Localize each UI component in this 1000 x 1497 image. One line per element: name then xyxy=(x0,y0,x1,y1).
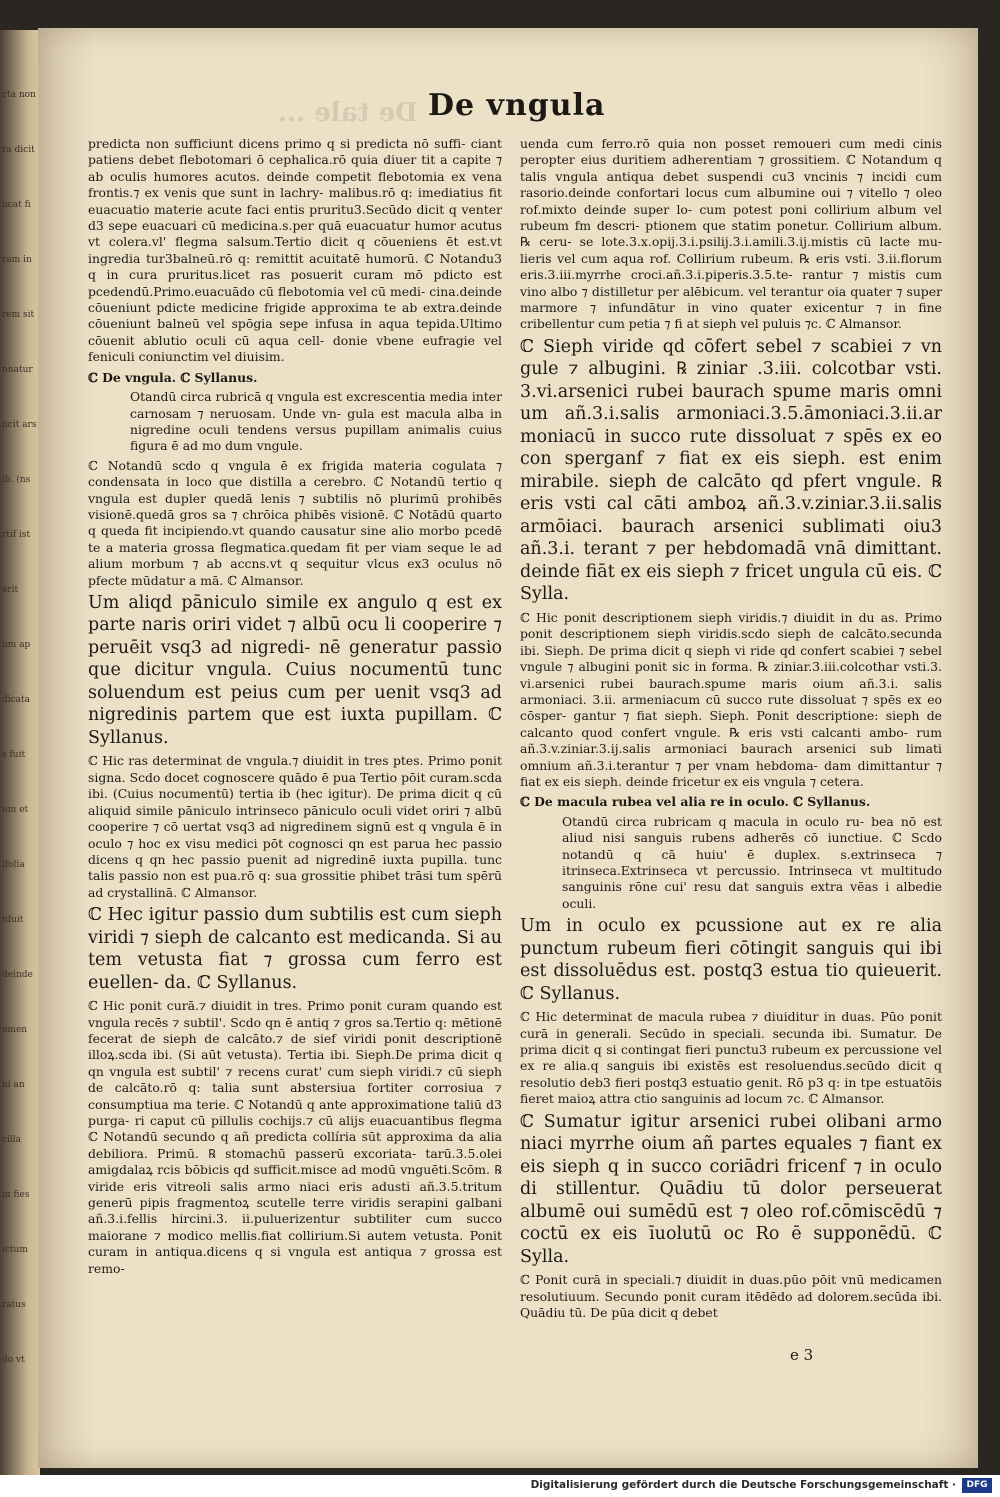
paragraph: predicta non sufficiunt dicens primo q si predicta nō suffi- ciant patiens debet flebotomari ō cephalica.rō quia diuer tit a capite ⁊ ab oculis humores acutos. deinde competit flebotomia ex vena frontis.⁊ ex venis que sunt in lachry- malibus.rō q: imediatius fit euacuatio materie acute faci entis pruritu3.Secūdo dicit q venter d3 sepe euacuari cū medicina.s.per quā euacuatur humor acutus vt colera.vl' flegma salsum.Tertio dicit q cōueniens ēt est.vt ingredia tur3balneū.rō q: remittit acuitatē humorū. ℂ Notandu3 q in cura pruritus.licet ras posuerit curam mō pdicto est pcedendū.Primo.euacuādo cū flebotomia vel cū medi- cina.deinde cōueniunt pdicte medicine frigide approxima te ab extra.deinde cōueniunt balneū vel spōgia sepe infusa in aqua tepida.Ultimo cōuenit ablutio oculi cū aqua cell- donie vbene eufragie vel feniculi coniunctim vel diuisim. xyxy=(88,136,502,365)
book-page xyxy=(38,28,978,1468)
margin-fragment: ictum xyxy=(2,1245,28,1255)
paragraph: Otandū circa rubricam q macula in oculo ru- bea nō est aliud nisi sanguis rubens adherēs cō iunctiue. ℂ Scdo notandū q cā huiu' ē duplex. s.extrinseca ⁊ itrinseca.Extrinseca vt percussio. Intrinseca vt multitudo sanguinis rōne cui' resu dat sanguis extra vēas i albedie oculi. xyxy=(562,813,942,911)
margin-fragment: rtif ist xyxy=(2,530,31,540)
paragraph: ℂ Sieph viride qd cōfert sebel ⁊ scabiei ⁊ vn gule ⁊ albugini. ℞ ziniar .3.iii. colcotbar vsti. 3.vi.arsenici rubei baurach spume maris omni um añ.3.i.salis armoniaci.3.5.āmoniaci.3.ii.ar moniacū in succo rute dissoluat ⁊ spēs ex eo con sperganf ⁊ fiat ex eis sieph. est enim mirabile. sieph de calcāto qd pfert vngule. ℞ eris vsti cal cāti amboꝝ añ.3.v.ziniar.3.ii.salis armōiaci. baurach arsenici sublimati oiu3 añ.3.i. terant ⁊ per hebdomadā vnā dimittant. deinde fiāt ex eis sieph ⁊ fricet ungula cū eis. ℂ Sylla. xyxy=(520,336,942,605)
margin-fragment: deinde xyxy=(2,970,33,980)
paragraph: uenda cum ferro.rō quia non posset remoueri cum medi cinis peropter eius duritiem adherentiam ⁊ grossitiem. ℂ Notandum q talis vngula antiqua debet suspendi cu3 vncinis ⁊ incidi cum rasorio.deinde confortari locus cum albumine oui ⁊ vitello ⁊ oleo rof.mixto deinde super lo- cum potest poni collirium album vel rubeum fm descri- ptionem que statim ponetur. Collirium album. ℞ ceru- se lote.3.x.opij.3.i.psilij.3.i.amili.3.ij.mistis cū lacte mu- lieris vel cum aqua rof. Collirium rubeum. ℞ eris vsti. 3.ii.florum eris.3.iii.myrrhe croci.añ.3.i.piperis.3.5.te- rantur ⁊ mistis cum vino albo ⁊ distilletur per alēbicum. vel terantur oia quater ⁊ super marmore ⁊ infundātur in vino quater exicentur ⁊ in fine cribellentur cum petia ⁊ fi at sieph vel puluis ⁊c. ℂ Almansor. xyxy=(520,136,942,332)
margin-fragment: nnatur xyxy=(2,365,33,375)
previous-page-edge xyxy=(0,30,40,1475)
margin-fragment: ucat fi xyxy=(2,200,31,210)
paragraph: ℂ Sumatur igitur arsenici rubei olibani armo niaci myrrhe oium añ partes equales ⁊ fiant ex eis sieph q in succo coriādri fricenf ⁊ in oculo di stillentur. Quādiu tū dolor perseuerat albumē oui sumēdū est ⁊ oleo rof.cōmiscēdū ⁊ coctū ex eis īuolutū oc Ro ē supponēdū. ℂ Sylla. xyxy=(520,1111,942,1267)
margin-fragment: cta non xyxy=(2,90,36,100)
paragraph: ℂ Hec igitur passio dum subtilis est cum sieph viridi ⁊ sieph de calcanto est medicanda. Si au tem vetusta fiat ⁊ grossa cum ferro est euellen- da. ℂ Syllanus. xyxy=(88,905,502,993)
paragraph: Otandū circa rubricā q vngula est excrescentia media inter carnosam ⁊ neruosam. Unde vn- gula est macula alba in nigredine oculi tendens versus pupillam animalis cuius figura ē ad mo dum vngule. xyxy=(130,389,502,454)
paragraph: ℂ Ponit curā in speciali.⁊ diuidit in duas.pūo pōit vnū medicamen resolutiuum. Secundo ponit curam itēdēdo ad dolorem.secūda ibi. Quādiu tū. De pūa dicit q debet xyxy=(520,1272,942,1320)
margin-fragment: nfuit xyxy=(2,915,24,925)
paragraph: Um in oculo ex pcussione aut ex re alia punctum rubeum fieri cōtingit sanguis qui ibi est dissoluēdus est. postq3 estua tio quieuerit. ℂ Syllanus. xyxy=(520,916,942,1004)
right-text-column xyxy=(520,136,942,1324)
paragraph: ℂ Hic ponit curā.⁊ diuidit in tres. Primo ponit curam quando est vngula recēs ⁊ subtil'. Scdo qn ē antiq ⁊ gros sa.Tertio q: mētionē fecerat de sieph de calcāto.⁊ de sief viridi ponit descriptionē illoꝝ.scda ibi. (Si aūt vetusta). Tertia ibi. Sieph.De prima dicit q qn vngula est subtil' ⁊ recens curat' cum sieph viridi.⁊ cū sieph de calcāto.rō q: talia sunt abstersiua fortiter corrosiua ⁊ consumptiua ma terie. ℂ Notandū q ante approximatione taliū d3 purga- ri caput cū pillulis cochijs.⁊ cū alijs euacuantibus flegma ℂ Notandū secundo q añ predicta collíria sūt approxima da alia debiliora. Primū. ℞ stomachū passerū excoriata- tarū.3.5.olei amigdalaꝝ rcis bōbicis qd sufficit.misce ad modū vnguēti.Scōm. ℞ viride eris vitreoli salis armo niaci eris adusti añ.3.5.tritum generū pipis fragmentoꝝ scutelle terre viridis serapini galbani añ.3.i.fellis hircini.3. ii.puluerizentur subtiliter cum succo maiorane ⁊ modico mellis.fiat collirium.Si autem vetusta. Ponit curam in antiqua.dicens q si vngula est antiqua ⁊ grossa est remo- xyxy=(88,998,502,1276)
margin-fragment: ncit ars xyxy=(2,420,36,430)
digitization-footer xyxy=(0,1475,1000,1497)
margin-fragment: ifolia xyxy=(2,860,25,870)
section-heading: ℂ De vngula. ℂ Syllanus. xyxy=(88,369,258,385)
margin-fragment: um et xyxy=(2,805,29,815)
margin-fragment: s fuit xyxy=(2,750,26,760)
paragraph: Um aliqd pāniculo simile ex angulo q est ex parte naris oriri videt ⁊ albū ocu li cooperire ⁊ peruēit vsq3 ad nigredi- nē generatur passio que dicitur vngula. Cuius nocumentū tunc soluendum est peius cum per uenit vsq3 ad nigredinis partem que est iuxta pupillam. ℂ Syllanus. xyxy=(88,592,502,748)
margin-fragment: cilla xyxy=(2,1135,22,1145)
paragraph: ℂ Hic ponit descriptionem sieph viridis.⁊ diuidit in du as. Primo ponit descriptionem sieph viridis.scdo sieph de calcāto.secunda ibi. Sieph. De prima dicit q sieph vi ride qd confert scabiei ⁊ sebel vngule ⁊ albugini ponit sic in forma. ℞ ziniar.3.iii.colcothar vsti.3. vi.arsenici rubei baurach.spume maris oium añ.3.i. salis armoniaci. 3.ii. armeniacum cū succo rute dissoluat ⁊ spēs ex eo cōsper- gantur ⁊ fiat sieph. Sieph. Ponit descriptione: sieph de calcanto quod confert vngule. ℞ eris vsti calcanti ambo- rum añ.3.v.ziniar.3.ij.salis armoniaci baurach arsenici sub limati omnium añ.3.i.terantur ⁊ per vnam hebdoma- dam dimittantur ⁊ fiat ex eis sieph. deinde fricetur ex eis vngula ⁊ cetera. xyxy=(520,609,942,789)
margin-fragment: erit xyxy=(2,585,19,595)
paragraph: ℂ Hic determinat de macula rubea ⁊ diuiditur in duas. Pūo ponit curā in generali. Secūdo in speciali. secunda ibi. Sumatur. De prima dicit q si contingat fieri punctu3 rubeum ex percussione vel ex re alia.q sanguis ibi existēs est resoluendus.secūdo dicit q resolutio deb3 fieri postq3 estuatio genit. Rō p3 q: in tpe estuatōis fieret maioꝝ attra ctio sanguinis ad locum ⁊c. ℂ Almansor. xyxy=(520,1009,942,1107)
page-title: De vngula xyxy=(428,88,606,123)
margin-fragment: ra dicit xyxy=(2,145,35,155)
paragraph: ℂ Hic ras determinat de vngula.⁊ diuidit in tres ptes. Primo ponit signa. Scdo docet cognoscere quādo ē pua Tertio pōit curam.scda ibi. (Cuius nocumentū) tertia ib (hec igitur). De prima dicit q cū aliquid simile pāniculo intrinseco pāniculo oculi videt oriri ⁊ albū cooperire ⁊ cō uertat vsq3 ad nigredinem signū est q vngula ē in oculo ⁊ hoc ex visu medici pōt cognosci qn est parua hec passio dicens q qn hec passio puenit ad nigredinē iuxta pupilla. tunc talis passio non est pua.rō q: sua grossitie phibet trāsi tum spērū ad crystallinā. ℂ Almansor. xyxy=(88,753,502,900)
left-text-column xyxy=(88,136,502,1280)
margin-fragment: rem sit xyxy=(2,310,35,320)
margin-fragment: ratus xyxy=(2,1300,26,1310)
margin-fragment: um ap xyxy=(2,640,31,650)
margin-fragment: in fies xyxy=(2,1190,30,1200)
section-heading: ℂ De macula rubea vel alia re in oculo. ℂ Syllanus. xyxy=(520,794,871,810)
margin-fragment: do vt xyxy=(2,1355,25,1365)
funding-notice: Digitalisierung gefördert durch die Deutsche Forschungsgemeinschaft · xyxy=(530,1479,956,1491)
margin-fragment: omen xyxy=(2,1025,28,1035)
margin-fragment: ram in xyxy=(2,255,32,265)
margin-fragment: ni an xyxy=(2,1080,25,1090)
dfg-logo: DFG xyxy=(962,1478,992,1493)
bleed-through-text: De tale ... xyxy=(278,98,418,128)
signature-mark: e 3 xyxy=(790,1346,814,1364)
margin-fragment: dicata xyxy=(2,695,31,705)
paragraph: ℂ Notandū scdo q vngula ē ex frigida materia cogulata ⁊ condensata in loco que distilla a cerebro. ℂ Notandū tertio q vngula est dupler quedā lenis ⁊ subtilis nō plurimū prohibēs visionē.quedā gros sa ⁊ chrōica phibēs visionē. ℂ Notādū quarto q queda fit incipiendo.vt quando causatur sine alio morbo pcedē te a materia grossa flegmatica.quedam fit per viam seque le ad alium morbum ⁊ ab accns.vt q sequitur vlcus ex3 oculus nō pfecte mūdatur a mā. ℂ Almansor. xyxy=(88,457,502,588)
margin-fragment: ib. (ns xyxy=(2,475,31,485)
